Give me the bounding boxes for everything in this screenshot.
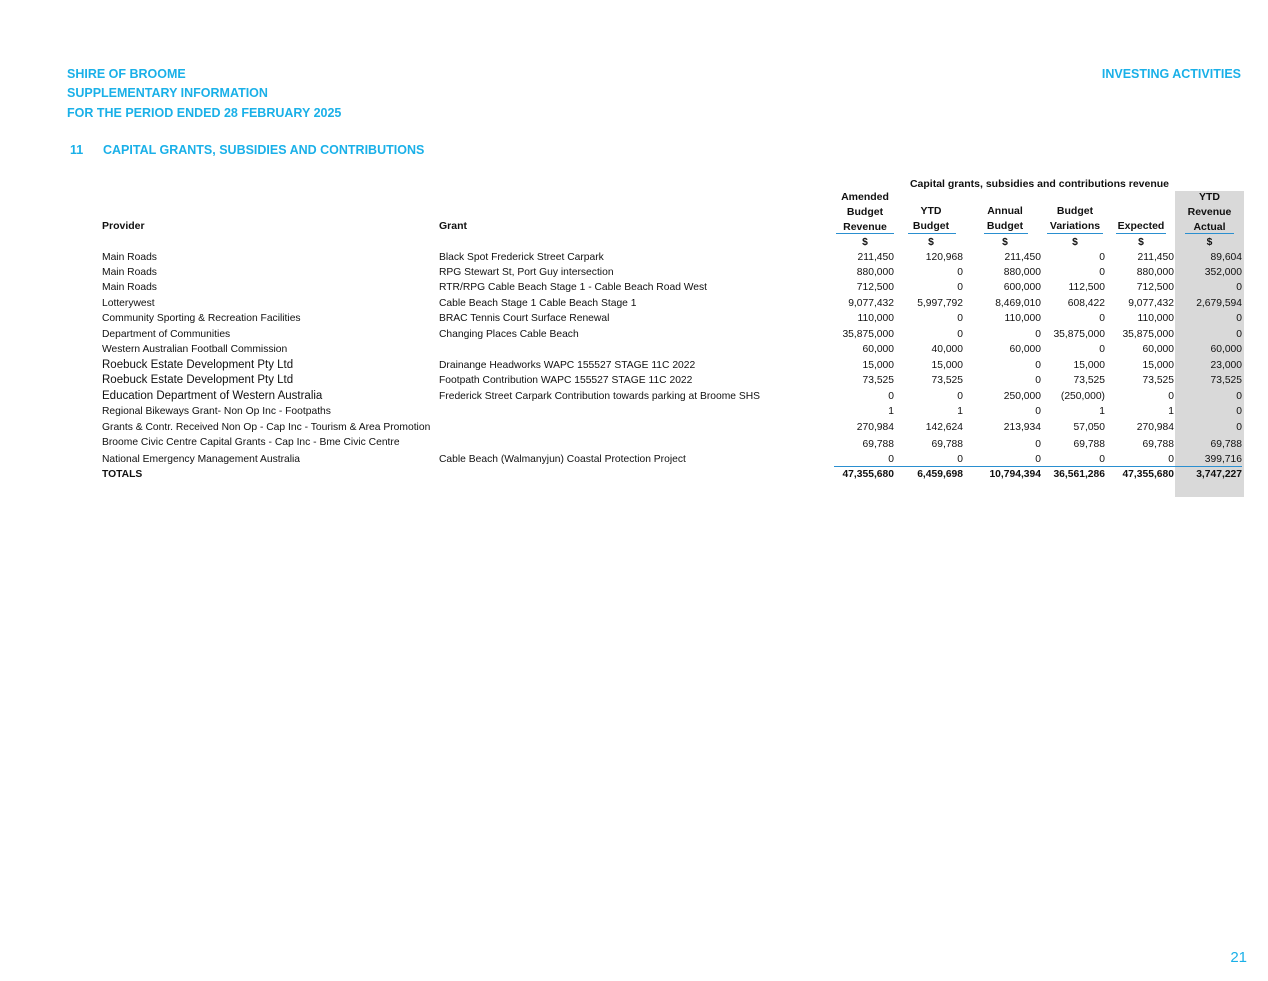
grant-cell: Changing Places Cable Beach xyxy=(439,329,579,340)
column-group-title: Capital grants, subsidies and contributions revenue xyxy=(909,178,1170,190)
amended-budget-cell: 0 xyxy=(888,391,894,402)
provider-cell: Department of Communities xyxy=(102,329,231,340)
provider-cell: Broome Civic Centre Capital Grants - Cap Inc - Bme Civic Centre xyxy=(102,437,400,448)
unit-label: $ xyxy=(862,237,868,248)
col-header-line: YTD xyxy=(1199,191,1220,203)
annual-budget-cell: 0 xyxy=(1035,454,1041,465)
grant-cell: Drainange Headworks WAPC 155527 STAGE 11C 2022 xyxy=(439,360,696,371)
table-row xyxy=(0,250,1268,265)
provider-cell: National Emergency Management Australia xyxy=(102,454,301,465)
provider-cell: Grants & Contr. Received Non Op - Cap Inc - Tourism & Area Promotion xyxy=(102,422,431,433)
annual-budget-cell: 110,000 xyxy=(1004,313,1041,324)
annual-budget-cell: 0 xyxy=(1035,439,1041,450)
ytd-budget-cell: 0 xyxy=(957,329,963,340)
annual-budget-cell: 60,000 xyxy=(1009,344,1041,355)
col-header-line: Budget xyxy=(986,220,1024,232)
col-header-line: Expected xyxy=(1117,220,1165,232)
amended-budget-cell: 0 xyxy=(888,454,894,465)
col-header-annual-budget xyxy=(978,204,1032,234)
table-row xyxy=(0,311,1268,326)
ytd-actual-cell: 89,604 xyxy=(1210,252,1242,263)
provider-cell: Western Australian Football Commission xyxy=(102,344,288,355)
unit-row xyxy=(0,235,1268,250)
annual-budget-cell: 0 xyxy=(1035,329,1041,340)
total-budget-variations: 36,561,286 xyxy=(1053,469,1105,480)
grant-cell: RPG Stewart St, Port Guy intersection xyxy=(439,267,614,278)
expected-cell: 110,000 xyxy=(1137,313,1174,324)
annual-budget-cell: 250,000 xyxy=(1003,391,1041,402)
org-name: SHIRE OF BROOME xyxy=(67,67,186,81)
ytd-actual-cell: 2,679,594 xyxy=(1196,298,1242,309)
ytd-actual-cell: 0 xyxy=(1236,406,1242,417)
header-rule xyxy=(984,233,1028,234)
grant-cell: BRAC Tennis Court Surface Renewal xyxy=(439,313,610,324)
header-rule xyxy=(836,233,894,234)
annual-budget-cell: 600,000 xyxy=(1003,282,1041,293)
ytd-budget-cell: 40,000 xyxy=(931,344,963,355)
report-subtitle: SUPPLEMENTARY INFORMATION xyxy=(67,86,268,100)
col-header-ytd-revenue-actual xyxy=(1177,190,1242,235)
expected-cell: 73,525 xyxy=(1142,375,1174,386)
expected-cell: 880,000 xyxy=(1136,267,1174,278)
total-annual-budget: 10,794,394 xyxy=(989,469,1041,480)
provider-cell: Roebuck Estate Development Pty Ltd xyxy=(102,359,294,371)
expected-cell: 0 xyxy=(1168,454,1174,465)
unit-label: $ xyxy=(1002,237,1008,248)
total-ytd-budget: 6,459,698 xyxy=(917,469,963,480)
col-header-budget-variations xyxy=(1045,204,1105,234)
ytd-budget-cell: 0 xyxy=(957,282,963,293)
ytd-actual-cell: 0 xyxy=(1236,313,1242,324)
totals-row xyxy=(0,467,1268,482)
annual-budget-cell: 880,000 xyxy=(1003,267,1041,278)
expected-cell: 712,500 xyxy=(1136,282,1174,293)
grant-cell: Cable Beach (Walmanyjun) Coastal Protection Project xyxy=(439,454,686,465)
ytd-budget-cell: 69,788 xyxy=(931,439,963,450)
ytd-actual-cell: 69,788 xyxy=(1210,439,1242,450)
annual-budget-cell: 0 xyxy=(1035,375,1041,386)
ytd-budget-cell: 0 xyxy=(957,313,963,324)
ytd-actual-cell: 0 xyxy=(1236,422,1242,433)
budget-variations-cell: 0 xyxy=(1099,252,1105,263)
col-header-line: Budget xyxy=(846,206,884,218)
amended-budget-cell: 60,000 xyxy=(862,344,894,355)
grant-cell: Cable Beach Stage 1 Cable Beach Stage 1 xyxy=(439,298,637,309)
col-header-line: Revenue xyxy=(1187,206,1232,218)
header-rule xyxy=(1116,233,1166,234)
ytd-budget-cell: 5,997,792 xyxy=(917,298,963,309)
ytd-actual-cell: 0 xyxy=(1236,282,1242,293)
provider-cell: Main Roads xyxy=(102,252,157,263)
provider-cell: Community Sporting & Recreation Facilities xyxy=(102,313,301,324)
header-rule xyxy=(1185,233,1234,234)
table-row xyxy=(0,420,1268,435)
expected-cell: 0 xyxy=(1168,391,1174,402)
ytd-actual-cell: 23,000 xyxy=(1210,360,1242,371)
ytd-budget-cell: 0 xyxy=(957,267,963,278)
amended-budget-cell: 73,525 xyxy=(862,375,894,386)
col-header-line: YTD xyxy=(920,205,942,217)
provider-cell: Lotterywest xyxy=(102,298,155,309)
table-row xyxy=(0,452,1268,467)
table-row xyxy=(0,404,1268,419)
expected-cell: 69,788 xyxy=(1142,439,1174,450)
table-row xyxy=(0,389,1268,404)
amended-budget-cell: 69,788 xyxy=(862,439,894,450)
amended-budget-cell: 15,000 xyxy=(862,360,894,371)
col-header-expected xyxy=(1111,219,1171,234)
budget-variations-cell: 73,525 xyxy=(1073,375,1105,386)
budget-variations-cell: 0 xyxy=(1099,267,1105,278)
unit-label: $ xyxy=(928,237,934,248)
provider-cell: Roebuck Estate Development Pty Ltd xyxy=(102,374,294,386)
unit-label: $ xyxy=(1206,237,1213,248)
budget-variations-cell: 0 xyxy=(1099,313,1105,324)
grant-cell: Black Spot Frederick Street Carpark xyxy=(439,252,604,263)
col-header-line: Variations xyxy=(1049,220,1101,232)
table-row xyxy=(0,436,1268,451)
col-header-line: Budget xyxy=(1056,205,1094,217)
expected-cell: 9,077,432 xyxy=(1128,298,1174,309)
budget-variations-cell: 69,788 xyxy=(1073,439,1105,450)
amended-budget-cell: 1 xyxy=(888,406,894,417)
ytd-budget-cell: 73,525 xyxy=(931,375,963,386)
ytd-actual-cell: 60,000 xyxy=(1210,344,1242,355)
amended-budget-cell: 35,875,000 xyxy=(842,329,894,340)
table-row xyxy=(0,296,1268,311)
ytd-budget-cell: 15,000 xyxy=(931,360,963,371)
annual-budget-cell: 8,469,010 xyxy=(995,298,1041,309)
budget-variations-cell: 57,050 xyxy=(1073,422,1105,433)
total-expected: 47,355,680 xyxy=(1122,469,1174,480)
ytd-actual-cell: 73,525 xyxy=(1210,375,1242,386)
amended-budget-cell: 712,500 xyxy=(856,282,894,293)
col-header-line: Actual xyxy=(1193,221,1226,233)
ytd-actual-cell: 399,716 xyxy=(1204,454,1242,465)
budget-variations-cell: 35,875,000 xyxy=(1053,329,1105,340)
grant-cell: RTR/RPG Cable Beach Stage 1 - Cable Beach Road West xyxy=(439,282,708,293)
provider-cell: Regional Bikeways Grant- Non Op Inc - Footpaths xyxy=(102,406,331,417)
annual-budget-cell: 0 xyxy=(1035,406,1041,417)
report-period: FOR THE PERIOD ENDED 28 FEBRUARY 2025 xyxy=(67,106,342,120)
table-row xyxy=(0,373,1268,388)
expected-cell: 211,450 xyxy=(1137,252,1174,263)
totals-label: TOTALS xyxy=(102,469,143,480)
col-header-grant: Grant xyxy=(439,220,468,232)
annual-budget-cell: 213,934 xyxy=(1003,422,1041,433)
category-label: INVESTING ACTIVITIES xyxy=(1101,67,1241,81)
ytd-budget-cell: 142,624 xyxy=(925,422,963,433)
col-header-provider: Provider xyxy=(102,220,145,232)
provider-cell: Main Roads xyxy=(102,282,157,293)
ytd-actual-cell: 0 xyxy=(1236,391,1242,402)
budget-variations-cell: 0 xyxy=(1099,454,1105,465)
budget-variations-cell: 15,000 xyxy=(1073,360,1105,371)
section-number: 11 xyxy=(70,143,84,157)
expected-cell: 15,000 xyxy=(1142,360,1174,371)
budget-variations-cell: 608,422 xyxy=(1067,298,1105,309)
unit-label: $ xyxy=(1072,237,1078,248)
table-row xyxy=(0,280,1268,295)
table-row xyxy=(0,265,1268,280)
expected-cell: 60,000 xyxy=(1142,344,1174,355)
annual-budget-cell: 211,450 xyxy=(1004,252,1041,263)
header-rule xyxy=(908,233,956,234)
total-amended-budget: 47,355,680 xyxy=(842,469,894,480)
expected-cell: 35,875,000 xyxy=(1122,329,1174,340)
col-header-ytd-budget xyxy=(906,204,956,234)
amended-budget-cell: 9,077,432 xyxy=(848,298,894,309)
annual-budget-cell: 0 xyxy=(1035,360,1041,371)
ytd-budget-cell: 0 xyxy=(957,391,963,402)
header-rule xyxy=(1047,233,1103,234)
col-header-line: Revenue xyxy=(843,221,887,233)
amended-budget-cell: 211,450 xyxy=(857,252,894,263)
expected-cell: 270,984 xyxy=(1136,422,1174,433)
table-row xyxy=(0,327,1268,342)
ytd-budget-cell: 120,968 xyxy=(925,252,963,263)
page-number: 21 xyxy=(1230,949,1247,966)
amended-budget-cell: 880,000 xyxy=(856,267,894,278)
col-header-amended-budget xyxy=(836,190,894,235)
grant-cell: Footpath Contribution WAPC 155527 STAGE 11C 2022 xyxy=(439,375,693,386)
total-ytd-actual: 3,747,227 xyxy=(1196,469,1242,480)
col-header-line: Amended xyxy=(841,191,889,203)
budget-variations-cell: 0 xyxy=(1099,344,1105,355)
ytd-budget-cell: 1 xyxy=(957,406,963,417)
amended-budget-cell: 270,984 xyxy=(856,422,894,433)
ytd-actual-cell: 352,000 xyxy=(1204,267,1242,278)
col-header-line: Budget xyxy=(912,220,950,232)
budget-variations-cell: (250,000) xyxy=(1060,391,1105,402)
budget-variations-cell: 112,500 xyxy=(1068,282,1105,293)
unit-label: $ xyxy=(1138,237,1144,248)
provider-cell: Main Roads xyxy=(102,267,157,278)
ytd-actual-cell: 0 xyxy=(1236,329,1242,340)
provider-cell: Education Department of Western Australia xyxy=(102,390,323,402)
ytd-budget-cell: 0 xyxy=(957,454,963,465)
amended-budget-cell: 110,000 xyxy=(857,313,894,324)
col-header-line: Annual xyxy=(987,205,1023,217)
section-title: CAPITAL GRANTS, SUBSIDIES AND CONTRIBUTIONS xyxy=(103,143,425,157)
table-row xyxy=(0,358,1268,373)
expected-cell: 1 xyxy=(1168,406,1174,417)
grant-cell: Frederick Street Carpark Contribution towards parking at Broome SHS xyxy=(439,391,761,402)
budget-variations-cell: 1 xyxy=(1099,406,1105,417)
table-row xyxy=(0,342,1268,357)
